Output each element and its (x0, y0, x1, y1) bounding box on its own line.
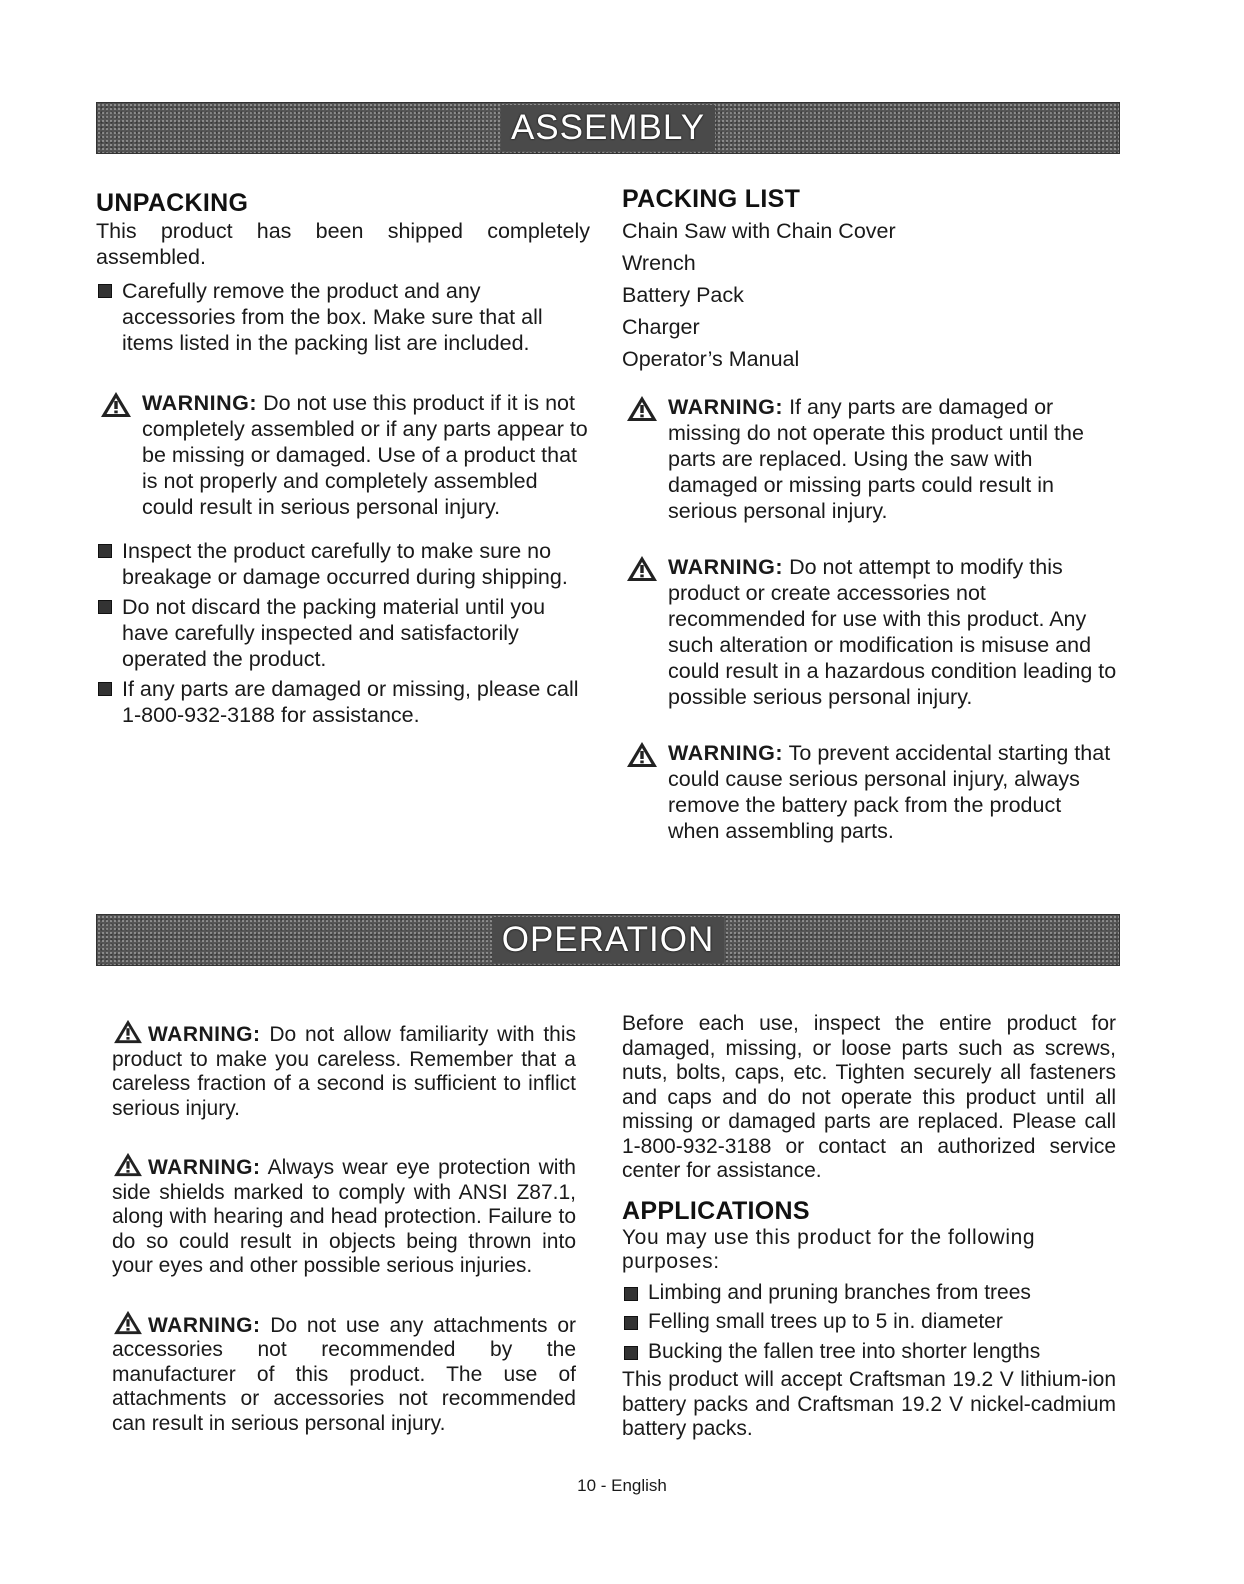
bullet-square-icon (98, 544, 112, 558)
warning-triangle-icon (626, 554, 658, 582)
applications-intro: You may use this product for the following purposes: (622, 1225, 1036, 1273)
operation-title: OPERATION (492, 917, 725, 963)
list-item: Charger (622, 315, 700, 339)
packing-list-section (622, 184, 1118, 844)
warning-block (622, 554, 1118, 710)
list-item: Inspect the product carefully to make sure no breakage or damage occurred during shipping. (96, 538, 590, 590)
warning-triangle-icon (112, 1151, 144, 1177)
packing-list-heading: PACKING LIST (622, 185, 801, 213)
list-item: Limbing and pruning branches from trees (622, 1281, 1116, 1306)
warning-label: WARNING: (668, 741, 784, 765)
warning-label: WARNING: (148, 1023, 261, 1046)
warning-text: Always wear eye protection with side shields marked to comply with ANSI Z87.1, along with hearing and head protection. Failure to do so could result in objects being thrown into your eyes and other possible serious injuries. (112, 1156, 576, 1277)
assembly-banner (96, 102, 1120, 154)
page-number: 10 - English (577, 1476, 667, 1495)
operation-warnings (112, 1018, 576, 1436)
warning-label: WARNING: (142, 391, 258, 415)
warning-label: WARNING: (148, 1156, 261, 1179)
packing-list (622, 218, 1118, 372)
warning-triangle-icon (100, 390, 132, 418)
warning-triangle-icon (112, 1309, 144, 1335)
warning-text: Do not attempt to modify this product or create accessories not recommended for use with this product. Any such alteration or modification is misuse and could result in a hazardous condition leading to possible serious personal injury. (668, 555, 1117, 709)
battery-compatibility: This product will accept Craftsman 19.2 V lithium-ion battery packs and Craftsman 19.2 V nickel-cadmium battery packs. (622, 1368, 1116, 1440)
operation-banner (96, 914, 1120, 966)
list-item: Do not discard the packing material until you have carefully inspected and satisfactorily operated the product. (96, 594, 590, 672)
list-item: Felling small trees up to 5 in. diameter (622, 1310, 1116, 1335)
unpacking-heading: UNPACKING (96, 189, 249, 217)
warning-block (112, 1309, 576, 1437)
warning-text: To prevent accidental starting that could cause serious personal injury, always remove the battery pack from the product when assembling parts. (668, 741, 1111, 843)
warning-block (622, 740, 1118, 844)
unpacking-intro: This product has been shipped completely assembled. (96, 219, 590, 269)
warning-triangle-icon (626, 740, 658, 768)
applications-heading: APPLICATIONS (622, 1196, 810, 1225)
warning-text: If any parts are damaged or missing do not operate this product until the parts are replaced. Using the saw with damaged or missing parts could result in serious personal injury. (668, 395, 1084, 523)
assembly-title: ASSEMBLY (501, 105, 715, 151)
warning-label: WARNING: (148, 1313, 261, 1337)
operation-right-column (622, 1012, 1116, 1442)
warning-triangle-icon (626, 394, 658, 422)
list-item: Operator’s Manual (622, 347, 800, 371)
warning-block (96, 390, 590, 520)
warning-text: Do not use any attachments or accessories not recommended by the manufacturer of this product. The use of attachments or accessories not recommended can result in serious personal injury. (112, 1313, 576, 1435)
list-item: Wrench (622, 251, 696, 275)
list-item: Bucking the fallen tree into shorter lengths (622, 1340, 1116, 1365)
bullet-square-icon (624, 1316, 638, 1330)
warning-label: WARNING: (668, 555, 784, 579)
bullet-square-icon (624, 1346, 638, 1360)
list-item: Chain Saw with Chain Cover (622, 219, 896, 243)
bullet-square-icon (98, 600, 112, 614)
unpacking-section (96, 188, 590, 728)
bullet-square-icon (624, 1287, 638, 1301)
warning-text: Do not use this product if it is not completely assembled or if any parts appear to be missing or damaged. Use of a product that is not properly and completely assembled could result in serious personal injury. (142, 391, 588, 519)
warning-block (112, 1018, 576, 1121)
inspection-paragraph: Before each use, inspect the entire product for damaged, missing, or loose parts such as screws, nuts, bolts, caps, etc. Tighten securely all fasteners and caps and do not operate this product until all missing or damaged parts are replaced. Please call 1-800-932-3188 or contact an authorized service center for assistance. (622, 1012, 1116, 1182)
warning-triangle-icon (112, 1018, 144, 1044)
list-item: Battery Pack (622, 283, 744, 307)
warning-label: WARNING: (668, 395, 784, 419)
warning-block (112, 1151, 576, 1279)
list-item: Carefully remove the product and any accessories from the box. Make sure that all items listed in the packing list are included. (96, 278, 590, 356)
warning-text: Do not allow familiarity with this product to make you careless. Remember that a careless fraction of a second is sufficient to inflict serious injury. (112, 1023, 577, 1120)
warning-block (622, 394, 1118, 524)
bullet-square-icon (98, 284, 112, 298)
bullet-square-icon (98, 682, 112, 696)
list-item: If any parts are damaged or missing, please call 1-800-932-3188 for assistance. (96, 676, 590, 728)
